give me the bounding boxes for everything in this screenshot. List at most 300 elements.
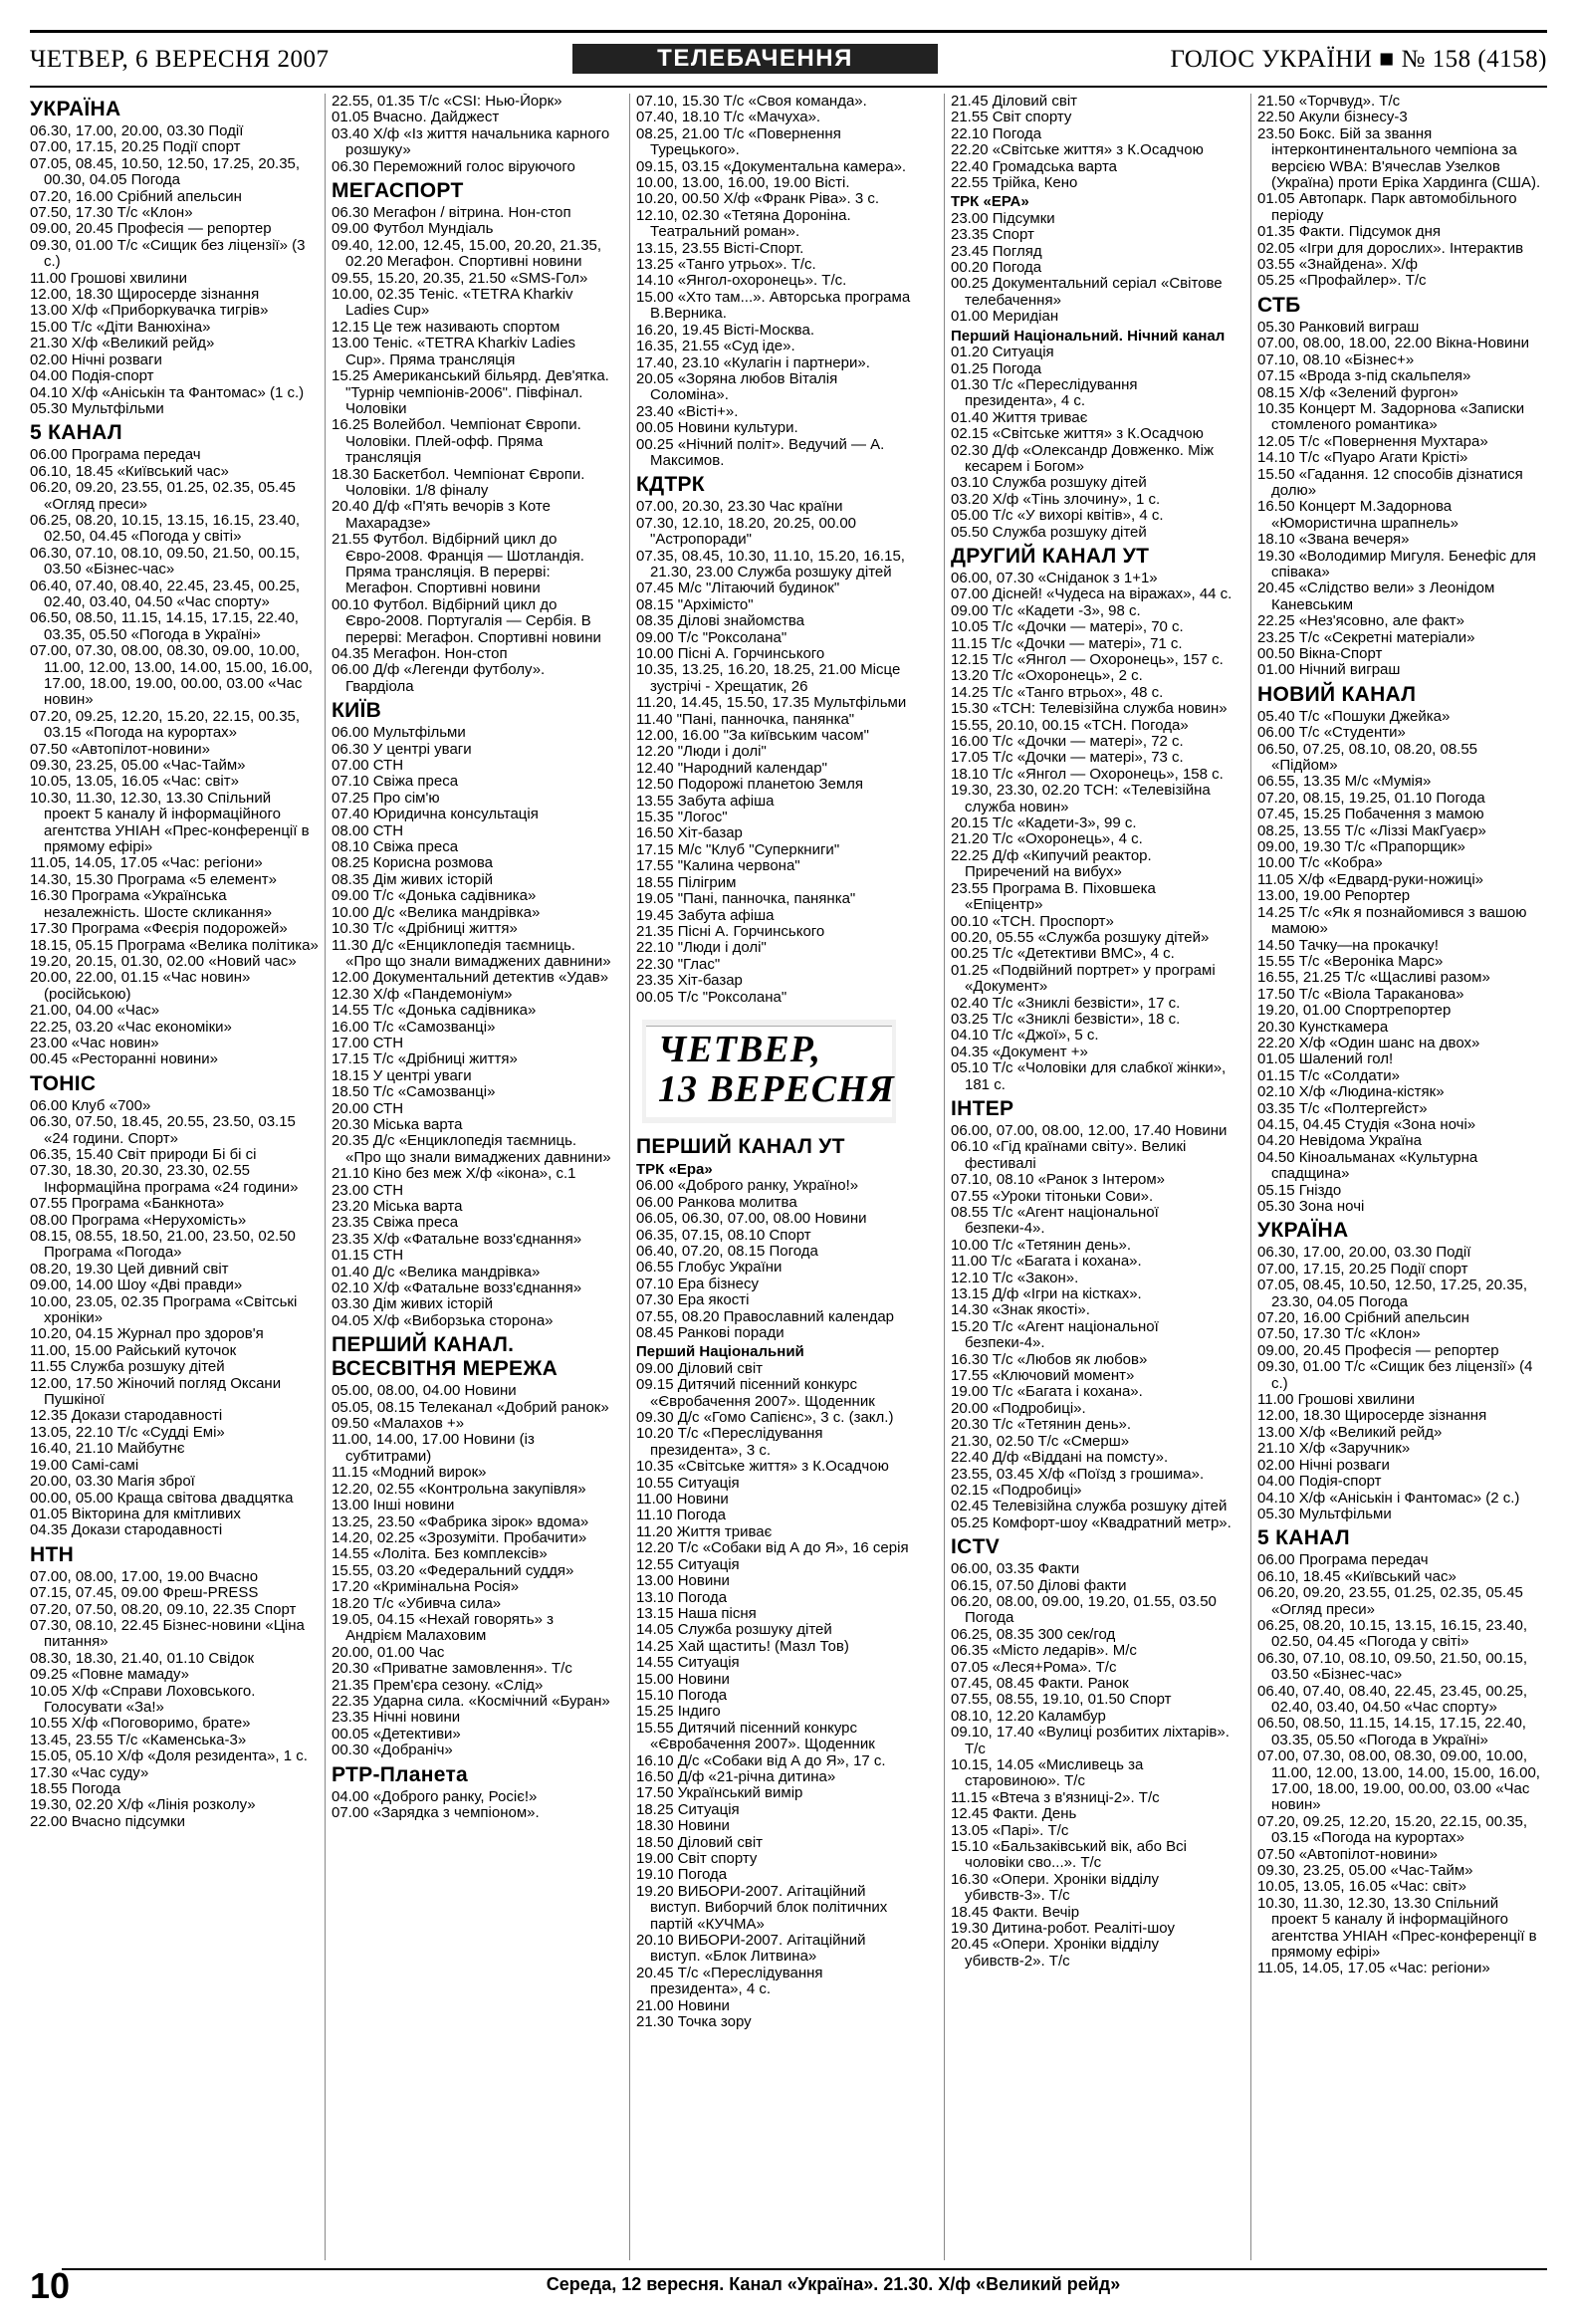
programme-entry: 17.50 Т/с «Віола Тараканова»	[1257, 985, 1464, 1003]
programme-entry: 15.20 Т/с «Агент національної безпеки-4».	[951, 1317, 1159, 1352]
programme-entry: 00.00, 05.00 Краща світова двадцятка	[30, 1489, 294, 1507]
programme-entry: 21.55 Світ спорту	[951, 109, 1072, 126]
programme-entry: 09.40, 12.00, 12.45, 15.00, 20.20, 21.35, 02.20 Мегафон. Спортивні новини	[332, 236, 602, 271]
programme-entry: 14.25 Т/с «Танго втрьох», 48 с.	[951, 683, 1164, 701]
programme-entry: 13.15 Д/ф «Ігри на кістках».	[951, 1285, 1142, 1303]
programme-entry: 05.30 Зона ночі	[1257, 1198, 1365, 1215]
programme-entry: 09.00 Т/с "Роксолана"	[636, 628, 787, 646]
programme-entry: 16.20, 19.45 Вісті-Москва.	[636, 321, 814, 339]
programme-entry: 01.05 Шалений гол!	[1257, 1050, 1394, 1068]
programme-entry: 00.05 Новини культури.	[636, 419, 798, 437]
programme-entry: 08.00 Програма «Нерухомість»	[30, 1211, 247, 1229]
programme-entry: 14.10 Т/с «Пуаро Агати Крісті»	[1257, 449, 1468, 467]
programme-entry: 09.00 Т/с «Кадети -3», 98 с.	[951, 601, 1141, 619]
programme-entry: 02.15 «Подробиці»	[951, 1481, 1082, 1499]
programme-entry: 07.15, 07.45, 09.00 Фреш-PRESS	[30, 1584, 259, 1602]
programme-entry: 06.30, 17.00, 20.00, 03.30 Події	[1257, 1244, 1471, 1262]
programme-entry: 07.05, 08.45, 10.50, 12.50, 17.25, 20.35, 23.30, 04.05 Погода	[1257, 1277, 1528, 1310]
programme-entry: 07.55, 08.20 Православний календар	[636, 1307, 895, 1325]
programme-entry: 12.20 "Люди і долі"	[636, 743, 767, 761]
programme-entry: 15.00 Т/с «Діти Ванюхіна»	[30, 318, 211, 336]
programme-entry: 13.00 Новини	[636, 1572, 730, 1590]
programme-entry: 00.05 «Детективи»	[332, 1725, 461, 1743]
channel-heading: ТОНІС	[30, 1071, 97, 1095]
channel-heading: ІНТЕР	[951, 1096, 1014, 1120]
programme-entry: 08.35 Ділові знайомства	[636, 612, 804, 630]
programme-entry: 20.00, 03.30 Магія зброї	[30, 1473, 195, 1491]
programme-entry: 01.05 Вчасно. Дайджест	[332, 109, 500, 126]
programme-entry: 18.30 Новини	[636, 1817, 730, 1835]
programme-entry: 15.25 Індиго	[636, 1703, 721, 1721]
programme-entry: 17.30 «Час суду»	[30, 1763, 149, 1781]
programme-entry: 15.55 Т/с «Вероніка Марс»	[1257, 952, 1444, 970]
programme-entry: 12.15 Т/с «Янгол — Охоронець», 157 с.	[951, 651, 1224, 668]
programme-entry: 21.30 Х/ф «Великий рейд»	[30, 335, 215, 352]
programme-entry: 15.55, 20.10, 00.15 «ТСН. Погода»	[951, 716, 1189, 734]
programme-entry: 11.00, 14.00, 17.00 Новини (із субтитрами)	[332, 1431, 535, 1465]
programme-entry: 16.50 Хіт-базар	[636, 824, 743, 842]
programme-entry: 06.00, 07.00, 08.00, 12.00, 17.40 Новини	[951, 1121, 1228, 1139]
programme-entry: 07.30 Ера якості	[636, 1291, 750, 1309]
programme-entry: 06.30 Переможний голос віруючого	[332, 157, 575, 175]
programme-entry: 11.15 «Втеча з в'язниці-2». Т/с	[951, 1788, 1160, 1806]
programme-entry: 07.00 «Зарядка з чемпіоном».	[332, 1804, 540, 1821]
programme-entry: 06.25, 08.35 300 сек/год	[951, 1625, 1116, 1643]
programme-entry: 02.05 «Ігри для дорослих». Інтерактив	[1257, 239, 1524, 257]
programme-entry: 06.40, 07.20, 08.15 Погода	[636, 1242, 818, 1260]
programme-entry: 23.00 Підсумки	[951, 209, 1055, 227]
programme-entry: 23.25 Т/с «Секретні матеріали»	[1257, 628, 1475, 646]
programme-entry: 01.35 Факти. Підсумок дня	[1257, 223, 1442, 241]
programme-entry: 05.15 Гніздо	[1257, 1181, 1342, 1199]
programme-entry: 06.30, 07.10, 08.10, 09.50, 21.50, 00.15, 03.50 «Бізнес-час»	[1257, 1649, 1528, 1684]
programme-entry: 05.30 Мультфільми	[30, 399, 164, 417]
programme-entry: 01.25 Погода	[951, 359, 1042, 377]
programme-entry: 12.00, 17.50 Жіночий погляд Оксани Пушкіної	[30, 1374, 282, 1409]
programme-entry: 01.25 «Подвійний портрет» у програмі «Документ»	[951, 961, 1216, 996]
programme-entry: 11.40 "Пані, панночка, панянка"	[636, 710, 855, 728]
programme-entry: 16.50 Д/ф «21-річна дитина»	[636, 1767, 836, 1785]
programme-entry: 15.00 Новини	[636, 1670, 730, 1688]
programme-entry: 17.30 Програма «Феєрія подорожей»	[30, 920, 288, 938]
programme-entry: 06.00 Програма передач	[30, 446, 201, 464]
programme-entry: 09.00, 14.00 Шоу «Дві правди»	[30, 1277, 243, 1294]
programme-entry: 00.20 Погода	[951, 259, 1042, 277]
programme-entry: 07.15 «Врода з-під скальпеля»	[1257, 367, 1471, 385]
programme-entry: 15.55 Дитячий пісенний конкурс «Євробачення 2007». Щоденник	[636, 1719, 875, 1753]
programme-entry: 22.00 Вчасно підсумки	[30, 1812, 185, 1830]
programme-entry: 05.50 Служба розшуку дітей	[951, 523, 1147, 541]
programme-entry: 06.25, 08.20, 10.15, 13.15, 16.15, 23.40, 02.50, 04.45 «Погода у світі»	[1257, 1616, 1528, 1651]
programme-entry: 15.05, 05.10 Х/ф «Доля резидента», 1 с.	[30, 1747, 308, 1765]
programme-entry: 10.55 Х/ф «Поговоримо, брате»	[30, 1715, 251, 1733]
listing-column-3	[629, 94, 918, 2260]
programme-entry: 09.15 Дитячий пісенний конкурс «Євробачення 2007». Щоденник	[636, 1376, 875, 1410]
programme-entry: 12.00, 18.30 Щиросерде зізнання	[1257, 1407, 1487, 1425]
programme-entry: 07.50 «Автопілот-новини»	[1257, 1845, 1438, 1863]
programme-entry: 08.10, 12.20 Каламбур	[951, 1707, 1106, 1725]
programme-entry: 18.10 «Звана вечеря»	[1257, 531, 1410, 549]
programme-entry: 23.45 Погляд	[951, 242, 1042, 260]
programme-entry: 06.30, 07.10, 08.10, 09.50, 21.50, 00.15, 03.50 «Бізнес-час»	[30, 544, 301, 579]
programme-entry: 10.00 Д/с «Велика мандрівка»	[332, 903, 541, 921]
programme-entry: 09.10, 17.40 «Вулиці розбитих ліхтарів». Т/с	[951, 1724, 1230, 1757]
listing-column-2	[325, 94, 613, 2260]
programme-entry: 20.00, 01.00 Час	[332, 1643, 445, 1661]
programme-entry: 04.00 Подія-спорт	[30, 367, 154, 385]
programme-entry: 06.00 Програма передач	[1257, 1551, 1429, 1569]
programme-entry: 11.00 Новини	[636, 1491, 729, 1509]
programme-entry: 19.30 «Володимир Мигуля. Бенефіс для співака»	[1257, 547, 1536, 581]
programme-entry: 10.20 Т/с «Переслідування президента», 3 с.	[636, 1425, 823, 1459]
programme-entry: 20.35 Д/с «Енциклопедія таємниць. «Про що знали вимаджених давнини»	[332, 1132, 611, 1166]
programme-entry: 11.05, 14.05, 17.05 «Час: регіони»	[1257, 1960, 1490, 1977]
programme-entry: 15.10 Погода	[636, 1686, 728, 1704]
programme-entry: 00.25 «Нічний політ». Ведучий — А. Максимов.	[636, 435, 885, 469]
programme-entry: 17.15 М/с "Клуб "Суперкниги"	[636, 840, 840, 858]
programme-entry: 12.35 Докази стародавності	[30, 1407, 223, 1425]
programme-entry: 07.20, 09.25, 12.20, 15.20, 22.15, 00.35, 03.15 «Погода на курортах»	[1257, 1812, 1528, 1847]
programme-entry: 07.00, 20.30, 23.30 Час країни	[636, 498, 843, 516]
programme-entry: 01.15 СТН	[332, 1247, 404, 1265]
programme-entry: 06.35 «Місто ледарів». М/с	[951, 1642, 1137, 1660]
programme-entry: 07.10, 08.10 «Ранок з Інтером»	[951, 1171, 1166, 1189]
programme-entry: 20.45 «Слідство вели» з Леонідом Каневським	[1257, 580, 1495, 613]
programme-entry: 07.35, 08.45, 10.30, 11.10, 15.20, 16.15, 21.30, 23.00 Служба розшуку дітей	[636, 547, 905, 581]
programme-entry: 16.00 Т/с «Самозванці»	[332, 1018, 496, 1036]
programme-entry: 13.55 Забута афіша	[636, 792, 775, 810]
programme-entry: 16.25 Волейбол. Чемпіонат Європи. Чоловіки. Плей-офф. Пряма трансляція	[332, 416, 581, 467]
programme-entry: 16.35, 21.55 «Суд іде».	[636, 338, 795, 355]
programme-entry: 13.25 «Танго утрьох». Т/с.	[636, 256, 816, 274]
listing-column-5	[1250, 94, 1547, 2260]
programme-entry: 02.00 Нічні розваги	[30, 350, 162, 368]
programme-entry: 19.00 Т/с «Багата і кохана».	[951, 1383, 1143, 1401]
programme-entry: 16.40, 21.10 Майбутнє	[30, 1440, 185, 1458]
programme-entry: 23.20 Міська варта	[332, 1198, 463, 1215]
programme-entry: 07.40 Юридична консультація	[332, 806, 539, 823]
programme-entry: 11.20, 14.45, 15.50, 17.35 Мультфільми	[636, 694, 907, 712]
programme-entry: 06.35, 15.40 Світ природи Бі бі сі	[30, 1145, 257, 1163]
programme-entry: 04.00 «Доброго ранку, Росіє!»	[332, 1787, 538, 1805]
programme-entry: 22.20 «Світське життя» з К.Осадчою	[951, 141, 1204, 159]
programme-entry: 14.25 Т/с «Як я познайомився з вашою мамою»	[1257, 903, 1527, 938]
channel-heading: РТР-Планета	[332, 1762, 469, 1786]
programme-entry: 20.30 Кунсткамера	[1257, 1018, 1389, 1036]
programme-entry: 01.00 Меридіан	[951, 308, 1059, 326]
programme-entry: 07.20, 16.00 Срібний апельсин	[1257, 1309, 1469, 1327]
programme-entry: 18.45 Факти. Вечір	[951, 1903, 1080, 1921]
programme-entry: 06.55, 13.35 М/с «Мумія»	[1257, 773, 1432, 791]
footer-highlight: Середа, 12 вересня. Канал «Україна». 21.30. Х/ф «Великий рейд»	[546, 2274, 1121, 2294]
programme-entry: 08.15, 08.55, 18.50, 21.00, 23.50, 02.50 Програма «Погода»	[30, 1228, 296, 1262]
programme-entry: 05.40 Т/с «Пошуки Джейка»	[1257, 707, 1451, 725]
programme-entry: 08.35 Дім живих історій	[332, 870, 494, 888]
programme-entry: 11.00 Т/с «Багата і кохана».	[951, 1253, 1142, 1271]
programme-entry: 18.30 Баскетбол. Чемпіонат Європи. Чоловіки. 1/8 фіналу	[332, 465, 585, 499]
programme-entry: 20.45 «Опери. Хроніки відділу убивств-2». Т/с	[951, 1936, 1160, 1970]
programme-entry: 09.00 Т/с «Донька садівника»	[332, 887, 537, 905]
programme-entry: 10.35, 13.25, 16.20, 18.25, 21.00 Місце зустрічі - Хрещатик, 26	[636, 661, 901, 695]
programme-entry: 10.05, 13.05, 16.05 «Час: світ»	[30, 773, 239, 791]
date-banner-text: ЧЕТВЕР, 13 ВЕРЕСНЯ	[658, 1028, 895, 1110]
programme-entry: 20.00 СТН	[332, 1099, 404, 1117]
programme-entry: 03.40 Х/ф «Із життя начальника карного розшуку»	[332, 124, 610, 159]
programme-entry: 16.10 Д/с «Собаки від А до Я», 17 с.	[636, 1751, 886, 1769]
programme-entry: 07.55 «Уроки тітоньки Сови».	[951, 1187, 1154, 1205]
programme-entry: 09.30, 23.25, 05.00 «Час-Тайм»	[30, 757, 246, 775]
programme-entry: 01.40 Д/с «Велика мандрівка»	[332, 1263, 541, 1280]
tv-listings	[30, 94, 1547, 2260]
programme-entry: 03.20 Х/ф «Тінь злочину», 1 с.	[951, 490, 1161, 508]
programme-entry: 17.50 Український вимір	[636, 1784, 803, 1802]
programme-entry: 06.00, 07.30 «Сніданок з 1+1»	[951, 569, 1158, 586]
programme-entry: 14.30, 15.30 Програма «5 елемент»	[30, 870, 277, 888]
programme-entry: 13.00 Х/ф «Приборкувачка тигрів»	[30, 302, 269, 320]
programme-entry: 07.40, 18.10 Т/с «Мачуха».	[636, 109, 821, 126]
programme-entry: 11.00 Грошові хвилини	[30, 269, 188, 287]
programme-entry: 13.00 Теніс. «TETRA Kharkiv Ladies Cup». Пряма трансляція	[332, 335, 576, 368]
programme-entry: 19.30, 23.30, 02.20 ТСН: «Телевізійна служба новин»	[951, 782, 1211, 815]
channel-heading: ДРУГИЙ КАНАЛ УТ	[951, 544, 1150, 568]
programme-entry: 21.30 Точка зору	[636, 2013, 752, 2031]
programme-entry: 02.10 Х/ф «Фатальне возз'єднання»	[332, 1279, 582, 1297]
programme-entry: 03.25 Т/с «Зниклі безвісти», 18 с.	[951, 1010, 1181, 1028]
programme-entry: 21.45 Діловий світ	[951, 94, 1078, 110]
programme-entry: 05.00, 08.00, 04.00 Новини	[332, 1382, 517, 1400]
programme-entry: 04.35 Мегафон. Нон-стоп	[332, 645, 508, 662]
programme-entry: 06.25, 08.20, 10.15, 13.15, 16.15, 23.40, 02.50, 04.45 «Погода у світі»	[30, 511, 301, 546]
programme-entry: 22.25 Д/ф «Кипучий реактор. Приречений на вибух»	[951, 846, 1152, 881]
programme-entry: 23.00 «Час новин»	[30, 1034, 159, 1051]
programme-entry: 21.10 Х/ф «Заручник»	[1257, 1440, 1411, 1458]
programme-entry: 08.25, 13.55 Т/с «Ліззі МакГуаєр»	[1257, 821, 1486, 839]
programme-entry: 12.40 "Народний календар"	[636, 759, 827, 777]
programme-entry: 07.05, 08.45, 10.50, 12.50, 17.25, 20.35, 00.30, 04.05 Погода	[30, 154, 301, 189]
programme-entry: 12.10, 02.30 «Тетяна Дороніна. Театральний роман».	[636, 206, 851, 241]
programme-entry: 10.30, 11.30, 12.30, 13.30 Спільний проект 5 каналу й інформаційного агентства УНІАН «Прес-конференції в прямому ефірі»	[1257, 1894, 1537, 1962]
page-header	[30, 40, 1547, 80]
programme-entry: 09.30, 01.00 Т/с «Сищик без ліцензії» (4 с.)	[1257, 1358, 1533, 1392]
programme-entry: 07.05 «Леся+Рома». Т/с	[951, 1658, 1117, 1676]
programme-entry: 10.05, 13.05, 16.05 «Час: світ»	[1257, 1878, 1466, 1896]
programme-entry: 21.55 Футбол. Відбірний цикл до Євро-2008. Франція — Шотландія. Пряма трансляція. В перерві: Мегафон. Спортивні новини	[332, 531, 584, 597]
programme-entry: 13.10 Погода	[636, 1588, 728, 1606]
programme-entry: 04.00 Подія-спорт	[1257, 1473, 1382, 1491]
programme-entry: 19.00 Самі-самі	[30, 1456, 139, 1474]
channel-heading: ICTV	[951, 1535, 1001, 1559]
programme-entry: 16.30 «Опери. Хроніки відділу убивств-3». Т/с	[951, 1870, 1160, 1905]
channel-heading: НОВИЙ КАНАЛ	[1257, 682, 1417, 706]
programme-entry: 07.20, 08.15, 19.25, 01.10 Погода	[1257, 789, 1485, 807]
programme-entry: 20.30 Міська варта	[332, 1115, 463, 1133]
programme-entry: 21.00 Новини	[636, 1996, 730, 2014]
programme-entry: 10.00 Т/с «Кобра»	[1257, 854, 1383, 872]
programme-entry: 15.10 «Бальзаківський вік, або Всі чоловіки сво...». Т/с	[951, 1838, 1187, 1872]
channel-subheading: ТРК «Ера»	[636, 1160, 713, 1178]
programme-entry: 10.00, 02.35 Теніс. «TETRA Kharkiv Ladies Cup»	[332, 286, 573, 320]
programme-entry: 15.35 "Логос"	[636, 809, 728, 826]
programme-entry: 16.50 Концерт М.Задорнова «Юмористична шрапнель»	[1257, 498, 1459, 532]
programme-entry: 10.00 Пісні А. Горчинського	[636, 645, 825, 662]
programme-entry: 10.05 Т/с «Дочки — матері», 70 с.	[951, 618, 1184, 636]
programme-entry: 00.10 «ТСН. Проспорт»	[951, 912, 1114, 930]
programme-entry: 06.30, 17.00, 20.00, 03.30 Події	[30, 122, 244, 139]
programme-entry: 01.05 Автопарк. Парк автомобільного періоду	[1257, 190, 1517, 224]
programme-entry: 22.10 "Люди і долі"	[636, 939, 767, 957]
programme-entry: 12.50 Подорожі планетою Земля	[636, 776, 864, 794]
channel-subheading: ТРК «ЕРА»	[951, 193, 1029, 211]
programme-entry: 18.50 Т/с «Самозванці»	[332, 1083, 496, 1101]
programme-entry: 01.05 Вікторина для кмітливих	[30, 1505, 241, 1522]
programme-entry: 08.45 Ранкові поради	[636, 1324, 785, 1341]
channel-heading: НТН	[30, 1542, 75, 1566]
programme-entry: 03.35 Т/с «Полтергейст»	[1257, 1099, 1428, 1117]
programme-entry: 19.30 Дитина-робот. Реаліті-шоу	[951, 1920, 1175, 1938]
programme-entry: 20.00 «Подробиці».	[951, 1399, 1086, 1417]
programme-entry: 03.30 Дім живих історій	[332, 1295, 494, 1313]
programme-entry: 18.25 Ситуація	[636, 1800, 740, 1818]
programme-entry: 04.35 Докази стародавності	[30, 1521, 223, 1539]
programme-entry: 10.20, 00.50 Х/ф «Франк Ріва». 3 с.	[636, 190, 880, 208]
programme-entry: 22.10 Погода	[951, 124, 1042, 142]
programme-entry: 09.50 «Малахов +»	[332, 1415, 465, 1433]
listing-column-1	[30, 94, 319, 2260]
programme-entry: 18.55 Пілігрим	[636, 873, 737, 891]
programme-entry: 02.45 Телевізійна служба розшуку дітей	[951, 1498, 1228, 1515]
programme-entry: 09.30, 23.25, 05.00 «Час-Тайм»	[1257, 1862, 1473, 1880]
programme-entry: 19.30, 02.20 Х/ф «Лінія розколу»	[30, 1796, 256, 1814]
programme-entry: 07.10, 15.30 Т/с «Своя команда».	[636, 94, 867, 110]
programme-entry: 20.30 Т/с «Тетянин день».	[951, 1416, 1132, 1434]
programme-entry: 07.00, 17.15, 20.25 Події спорт	[1257, 1260, 1468, 1278]
programme-entry: 06.20, 09.20, 23.55, 01.25, 02.35, 05.45 «Огляд преси»	[1257, 1584, 1523, 1618]
programme-entry: 12.15 Це теж називають спортом	[332, 318, 561, 336]
programme-entry: 08.15 Х/ф «Зелений фургон»	[1257, 383, 1459, 401]
programme-entry: 04.05 Х/ф «Виборзька сторона»	[332, 1311, 554, 1329]
programme-entry: 07.00 Дісней! «Чудеса на віражах», 44 с.	[951, 585, 1233, 603]
programme-entry: 20.15 Т/с «Кадети-3», 99 с.	[951, 814, 1137, 832]
programme-entry: 21.00, 04.00 «Час»	[30, 1002, 160, 1020]
programme-entry: 06.10, 18.45 «Київський час»	[1257, 1567, 1457, 1585]
programme-entry: 22.40 Громадська варта	[951, 157, 1117, 175]
programme-entry: 10.20, 04.15 Журнал про здоров'я	[30, 1325, 264, 1343]
programme-entry: 07.10, 08.10 «Бізнес+»	[1257, 350, 1415, 368]
programme-entry: 15.25 Американський більярд. Дев'ятка. "Турнір чемпіонів-2006". Півфінал. Чоловіки	[332, 367, 609, 417]
date-banner	[642, 1020, 896, 1123]
channel-heading: УКРАЇНА	[1257, 1219, 1349, 1243]
programme-entry: 06.00 Т/с «Студенти»	[1257, 724, 1406, 742]
programme-entry: 13.00, 19.00 Репортер	[1257, 887, 1411, 905]
programme-entry: 15.55, 03.20 «Федеральний суддя»	[332, 1561, 574, 1579]
page-number: 10	[30, 2265, 71, 2306]
programme-entry: 13.05 «Парі». Т/с	[951, 1821, 1069, 1839]
programme-entry: 04.50 Кіноальманах «Культурна спадщина»	[1257, 1148, 1478, 1183]
programme-entry: 07.50 «Автопілот-новини»	[30, 740, 210, 758]
programme-entry: 23.55, 03.45 Х/ф «Поїзд з грошима».	[951, 1465, 1205, 1483]
programme-entry: 07.45 М/с "Літаючий будинок"	[636, 580, 840, 597]
programme-entry: 06.20, 09.20, 23.55, 01.25, 02.35, 05.45 «Огляд преси»	[30, 479, 296, 513]
programme-entry: 17.05 Т/с «Дочки — матері», 73 с.	[951, 749, 1184, 767]
programme-entry: 10.35 Концерт М. Задорнова «Записки стомленого романтика»	[1257, 399, 1525, 434]
programme-entry: 05.10 Т/с «Чоловіки для слабкої жінки», 181 с.	[951, 1059, 1227, 1093]
programme-entry: 17.40, 23.10 «Кулагін і партнери».	[636, 353, 870, 371]
programme-entry: 06.20, 08.00, 09.00, 19.20, 01.55, 03.50 Погода	[951, 1592, 1217, 1627]
programme-entry: 07.45, 08.45 Факти. Ранок	[951, 1674, 1129, 1692]
programme-entry: 07.50, 17.30 Т/с «Клон»	[1257, 1325, 1421, 1343]
programme-entry: 07.30, 12.10, 18.20, 20.25, 00.00 "Астропоради"	[636, 514, 857, 549]
programme-entry: 18.50 Діловий світ	[636, 1833, 764, 1851]
programme-entry: 23.35 Свіжа преса	[332, 1214, 459, 1232]
channel-subheading: Перший Національний. Нічний канал	[951, 327, 1226, 345]
programme-entry: 22.25, 03.20 «Час економіки»	[30, 1018, 232, 1036]
programme-entry: 22.30 "Глас"	[636, 955, 721, 973]
programme-entry: 19.05 "Пані, панночка, панянка"	[636, 890, 856, 908]
programme-entry: 07.00, 17.15, 20.25 Події спорт	[30, 138, 241, 156]
programme-entry: 21.35 Пісні А. Горчинського	[636, 922, 825, 940]
listing-column-4	[944, 94, 1233, 2260]
programme-entry: 18.10 Т/с «Янгол — Охоронець», 158 с.	[951, 765, 1224, 783]
programme-entry: 11.55 Служба розшуку дітей	[30, 1358, 225, 1376]
programme-entry: 10.55 Ситуація	[636, 1474, 740, 1492]
programme-entry: 00.30 «Добраніч»	[332, 1742, 453, 1759]
programme-entry: 21.35 Прем'єра сезону. «Слід»	[332, 1676, 544, 1694]
programme-entry: 06.50, 07.25, 08.10, 08.20, 08.55 «Підйом»	[1257, 740, 1478, 775]
programme-entry: 08.20, 19.30 Цей дивний світ	[30, 1260, 229, 1278]
programme-entry: 18.55 Погода	[30, 1780, 121, 1797]
programme-entry: 09.00, 20.45 Професія — репортер	[1257, 1341, 1499, 1359]
programme-entry: 22.20 Х/ф «Один шанс на двох»	[1257, 1034, 1480, 1051]
programme-entry: 04.20 Невідома Україна	[1257, 1132, 1422, 1150]
programme-entry: 06.40, 07.40, 08.40, 22.45, 23.45, 00.25, 02.40, 03.40, 04.50 «Час спорту»	[30, 577, 301, 610]
programme-entry: 14.55 «Лоліта. Без комплексів»	[332, 1545, 548, 1563]
programme-entry: 10.00 Т/с «Тетянин день».	[951, 1236, 1132, 1254]
programme-entry: 09.25 «Повне мамаду»	[30, 1666, 190, 1684]
channel-heading: 5 КАНАЛ	[1257, 1526, 1350, 1550]
programme-entry: 10.15, 14.05 «Мисливець за старовиною». Т/с	[951, 1756, 1144, 1790]
programme-entry: 01.20 Ситуація	[951, 344, 1054, 361]
programme-entry: 08.30, 18.30, 21.40, 01.10 Свідок	[30, 1649, 255, 1667]
programme-entry: 13.00 Інші новини	[332, 1497, 455, 1514]
programme-entry: 10.30 Т/с «Дрібниці життя»	[332, 920, 518, 938]
programme-entry: 20.30 «Приватне замовлення». Т/с	[332, 1660, 572, 1678]
programme-entry: 06.50, 08.50, 11.15, 14.15, 17.15, 22.40, 03.35, 05.50 «Погода в Україні»	[1257, 1715, 1526, 1748]
programme-entry: 13.15 Наша пісня	[636, 1604, 757, 1622]
programme-entry: 00.50 Вікна-Спорт	[1257, 645, 1383, 662]
programme-entry: 06.35, 07.15, 08.10 Спорт	[636, 1226, 811, 1244]
programme-entry: 04.10 Х/ф «Аніськін і Фантомас» (2 с.)	[1257, 1489, 1520, 1507]
programme-entry: 21.10 Кіно без меж Х/ф «ікона», с.1	[332, 1165, 576, 1183]
programme-entry: 11.15 Т/с «Дочки — матері», 71 с.	[951, 634, 1183, 652]
programme-entry: 06.30 У центрі уваги	[332, 740, 472, 758]
programme-entry: 10.00, 23.05, 02.35 Програма «Світські хроніки»	[30, 1292, 298, 1327]
programme-entry: 11.00, 15.00 Райський куточок	[30, 1341, 237, 1359]
programme-entry: 16.30 Програма «Українська незалежність. Шосте скликання»	[30, 887, 273, 921]
programme-entry: 12.30 Х/ф «Пандемоніум»	[332, 985, 513, 1003]
programme-entry: 23.35 Х/ф «Фатальне возз'єднання»	[332, 1230, 582, 1248]
header-newspaper-issue: ГОЛОС УКРАЇНИ ■ № 158 (4158)	[1170, 46, 1547, 73]
programme-entry: 07.10 Ера бізнесу	[636, 1275, 759, 1292]
programme-entry: 06.10 «Гід країнами світу». Великі фестивалі	[951, 1138, 1187, 1172]
programme-entry: 23.50 Бокс. Бій за звання інтерконтинентального чемпіона за версією WBA: В'ячеслав Узелков (Україна) проти Еріка Хардинга (США).	[1257, 124, 1541, 192]
programme-entry: 07.25 Про сім'ю	[332, 789, 440, 807]
programme-entry: 06.55 Глобус України	[636, 1259, 783, 1277]
programme-entry: 07.55, 08.55, 19.10, 01.50 Спорт	[951, 1691, 1172, 1709]
programme-entry: 07.00 СТН	[332, 757, 404, 775]
programme-entry: 11.05 Х/ф «Едвард-руки-ножиці»	[1257, 870, 1484, 888]
programme-entry: 19.10 Погода	[636, 1866, 728, 1884]
programme-entry: 20.05 «Зоряна любов Віталія Соломіна».	[636, 369, 838, 404]
